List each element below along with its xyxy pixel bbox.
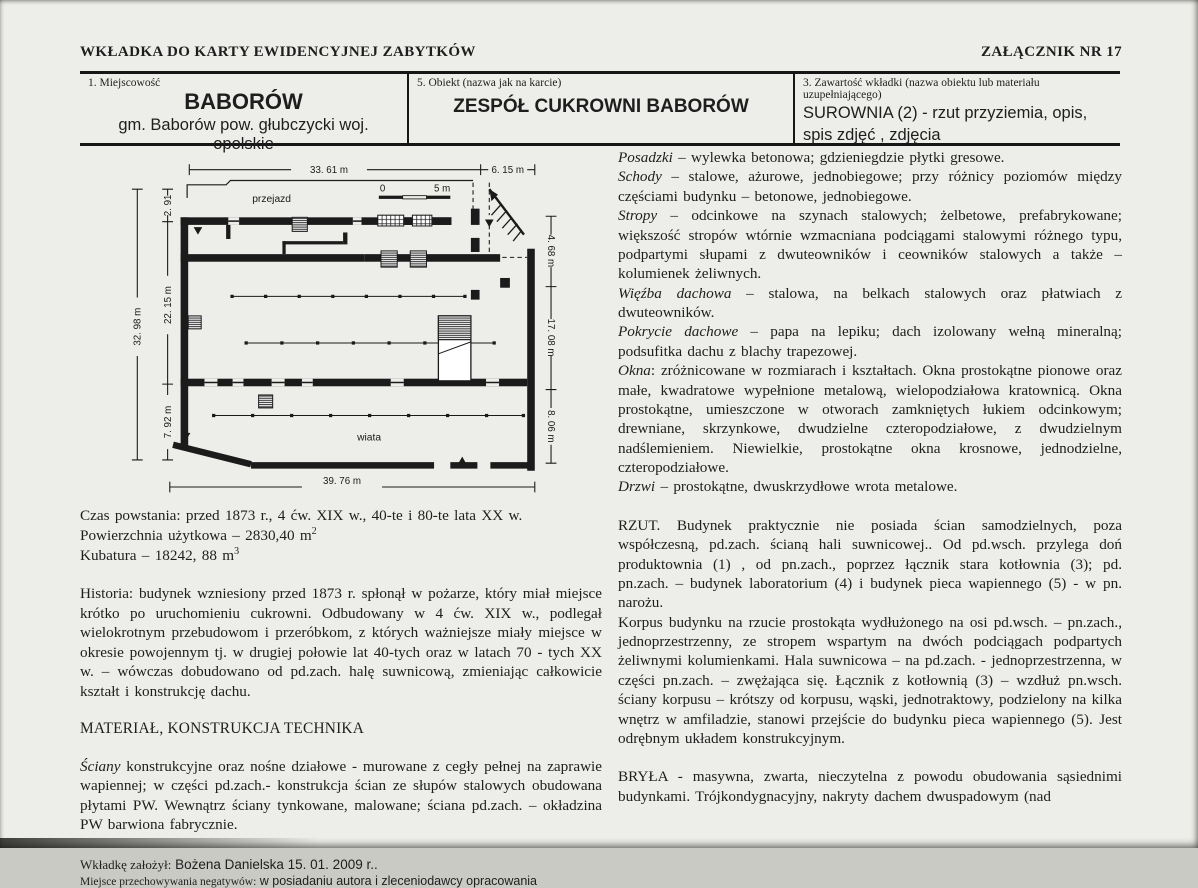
locality-name: BABORÓW [184, 89, 303, 114]
dim-left-mid: 22. 15 m [162, 286, 174, 324]
drzwi-text: – prostokątne, dwuskrzydłowe wrota metalowe. [655, 478, 958, 496]
table-cell-locality [80, 74, 407, 154]
posadzki-text: – wylewka betonowa; gdzieniegdzie płytki gresowe. [672, 149, 1005, 166]
kubatura-superscript: 3 [234, 545, 240, 557]
bottom-wall [173, 445, 529, 466]
przejazd-label: przejazd [252, 194, 292, 206]
wiezba-paragraph [618, 284, 1122, 323]
dim-right-bottom: 8. 06 m [544, 410, 556, 443]
dim-bottom: 39. 76 m [323, 475, 361, 487]
attachment-number: ZAŁĄCZNIK NR 17 [980, 44, 1122, 60]
pokrycie-paragraph [618, 322, 1122, 361]
contents-line-2: spis zdjęć , zdjęcia [803, 126, 941, 145]
basic-facts [80, 506, 602, 565]
dim-left-bottom: 7. 92 m [162, 405, 174, 439]
two-column-body [80, 148, 1122, 888]
footer-negatives-label: Miejsce przechowywania negatywów: [80, 875, 257, 888]
stropy-lead: Stropy [618, 207, 658, 225]
dashed-openings [480, 225, 528, 382]
wiata-label: wiata [357, 432, 382, 444]
sciany-text: konstrukcyjne oraz nośne działowe - murowane z cegły pełnej na zaprawie wapiennej; w części pd.zach.- konstrukcja ścian ze słupów stalowych obudowana płytami PW. Wewnątrz ściany tynkowane, malowane; ściana pd.zach. – okładzina PW barwiona fabrycznie. [80, 757, 602, 834]
dim-left-outer: 32. 98 m [132, 307, 144, 346]
posadzki-lead: Posadzki [618, 149, 673, 166]
korpus-text: Korpus budynku na rzucie prostokąta wydłużonego na osi pd.wsch. – pn.zach., jednoprzestrzenny, ze stropem wspartym na dwóch podciągach podpartych żeliwnymi kolumienkami. Hala suwnicowa – na pd.zach. - jednoprzestrzenna, w części pn.zach. – zwężająca się. Łącznik z kotłownią (3) – wzdłuż pn.wsch. ściany korpusu – krótszy od korpusu, wąski, jednotraktowy, podzielony na kilka wnętrz w amfiladzie, stanowi przejście do budynku pieca wapiennego (5). Jest odrębnym układem konstrukcyjnym. [618, 613, 1122, 747]
locality-field-label: 1. Miejscowość [88, 77, 161, 89]
footer-negatives-value: w posiadaniu autora i zleceniodawcy opracowania [256, 873, 538, 888]
table-cell-object [407, 74, 793, 143]
drzwi-paragraph [618, 477, 1122, 496]
dim-right-top: 4. 68 m [544, 234, 556, 268]
bryla-paragraph [618, 767, 1122, 806]
rzut-text: RZUT. Budynek praktycznie nie posiada ścian samodzielnych, poza współczesną, pd.zach. ścianą hali suwnicowej.. Od pd.wsch. przylega doń produktownia (1) , od pn.zach., poprzez łącznik stara kotłownia (3); pd. pn.zach. – budynek laboratorium (4) i budynek pieca wapiennego (5) - w pn. narożu. [618, 516, 1122, 612]
dim-left-top: 2. 91 [162, 194, 174, 217]
stropy-text: – odcinkowe na szynach stalowych; żelbetowe, prefabrykowane; większość stropów wtórnie wzmacniana podciągami stalowymi różnego typu, podpartymi słupami z dwuteowników i ceowników stalowych a także – kolumienek żeliwnych. [618, 207, 1122, 283]
historia-paragraph: Historia: budynek wzniesiony przed 1873 r. spłonął w pożarze, który miał miejsce krótko po uruchomieniu cukrowni. Odbudowany w 4 ćw. XIX w., podlegał wielokrotnym przebudowom i przeróbkom, z których ważniejsze miały miejsce w okresie powojennym tj. w drugiej połowie lat 40-tych oraz w latach 70 - tych XX w. – wówczas dobudowano od pd.zach. halę suwnicową, zmieniając całkowicie kształt i konstrukcję dachu. [80, 585, 602, 700]
locality-admin-units: gm. Baborów pow. głubczycki woj. opolskie [118, 116, 369, 154]
okna-paragraph [618, 361, 1122, 477]
dim-right-mid: 17. 08 m [544, 318, 556, 357]
contents-field-label: 3. Zawartość wkładki (nazwa obiektu lub materiału uzupełniającego) [803, 77, 1040, 101]
scale-bar [379, 183, 450, 199]
floor-plan-figure [118, 148, 602, 500]
footer-author-value: Bożena Danielska 15. 01. 2009 r.. [171, 856, 378, 872]
right-column [618, 148, 1122, 888]
posadzki-paragraph [618, 148, 1122, 167]
wiezba-text: – stalowa, na belkach stalowych oraz płatwiach z dwuteowników. [618, 284, 1122, 321]
identification-table [80, 71, 1120, 154]
sciany-lead: Ściany [80, 757, 121, 775]
object-name: ZESPÓŁ CUKROWNI BABORÓW [453, 96, 749, 117]
powierzchnia-text: Powierzchnia użytkowa – 2830,40 m [80, 526, 312, 544]
contents-line-1: SUROWNIA (2) - rzut przyziemia, opis, [803, 104, 1088, 122]
table-cell-contents [793, 74, 1120, 143]
dim-top-right: 6. 15 m [491, 164, 524, 176]
left-column [80, 148, 602, 888]
drzwi-lead: Drzwi [618, 478, 656, 496]
powierzchnia-line [80, 526, 602, 546]
rzut-paragraph [618, 516, 1122, 613]
dim-top-main: 33. 61 m [310, 164, 348, 176]
okna-text: : zróżnicowane w rozmiarach i kształtach. Okna prostokątne pionowe oraz małe, kwadratowe wypełnione metalową, wielopodziałowa kratownicą. Okna prostokątne, umieszczone w otworach zamkniętych łukiem odcinkowym; drewniane, skrzynkowe, dwudzielne czteropodziałowe, z dwudzielnym nadślemieniem. Niewielkie, prostokątne okna krosnowe, jednodzielne, czteropodziałowe. [618, 362, 1122, 476]
wiezba-lead: Więźba dachowa [618, 284, 732, 302]
card-footer [80, 857, 602, 888]
material-section-heading: MATERIAŁ, KONSTRUKCJA TECHNIKA [80, 719, 365, 737]
kubatura-line [80, 546, 602, 566]
schody-lead: Schody [618, 168, 662, 186]
pokrycie-text: – papa na lepiku; dach izolowany wełną mineralną; podsufitka dachu z blachy trapezowej. [618, 323, 1122, 360]
korpus-paragraph [618, 613, 1122, 749]
scale-zero-label: 0 [379, 183, 386, 195]
stropy-paragraph [618, 206, 1122, 284]
north-arrow-icon [489, 189, 524, 241]
kubatura-text: Kubatura – 18242, 88 m [80, 546, 235, 564]
footer-author-line [80, 857, 602, 873]
object-field-label: 5. Obiekt (nazwa jak na karcie) [417, 77, 562, 89]
powierzchnia-superscript: 2 [311, 525, 317, 537]
czas-powstania-line [80, 506, 602, 526]
document-title: WKŁADKA DO KARTY EWIDENCYJNEJ ZABYTKÓW [80, 44, 476, 60]
pokrycie-lead: Pokrycie dachowe [618, 323, 739, 341]
sciany-paragraph [80, 757, 602, 835]
schody-paragraph [618, 167, 1122, 206]
schody-text: – stalowe, ażurowe, jednobiegowe; przy różnicy poziomów między częściami budynku – betonowe, jednobiegowe. [618, 168, 1122, 205]
okna-lead: Okna [618, 362, 651, 380]
scale-five-label: 5 m [434, 183, 451, 195]
footer-negatives-line [80, 874, 602, 888]
floor-plan-drawing [118, 148, 566, 500]
footer-author-label: Wkładkę założył: [80, 856, 172, 872]
stair-enclosure [438, 316, 470, 381]
bryla-text: BRYŁA - masywna, zwarta, nieczytelna z powodu obudowania sąsiednimi budynkami. Trójkondygnacyjny, nakryty dachem dwuspadowym (nad [618, 768, 1122, 805]
czas-powstania-text: Czas powstania: przed 1873 r., 4 ćw. XIX w., 40-te i 80-te lata XX w. [80, 507, 523, 524]
